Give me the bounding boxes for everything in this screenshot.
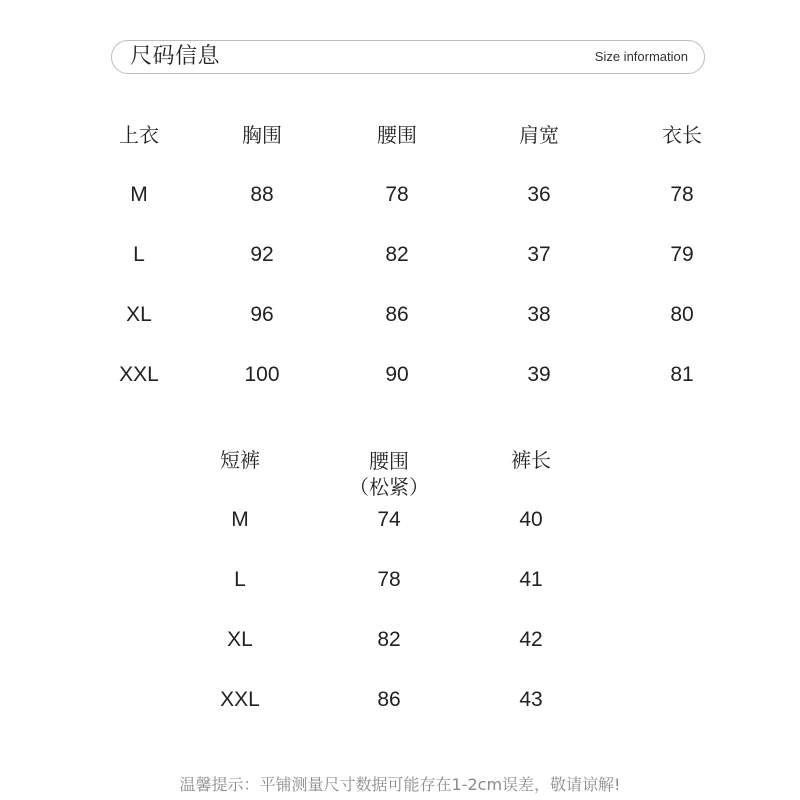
tops-chest-value: 100: [244, 363, 280, 386]
shorts-size-label: L: [234, 568, 246, 591]
tops-header-length: 衣长: [662, 123, 702, 147]
shorts-length-value: 40: [519, 508, 543, 531]
tops-header-chest: 胸围: [242, 123, 282, 147]
shorts-header-waist: [349, 448, 429, 500]
tops-shoulder-value: 39: [527, 363, 551, 386]
tops-waist-value: 82: [385, 243, 409, 266]
measurement-note: 温馨提示：平铺测量尺寸数据可能存在1-2cm误差，敬请谅解!: [179, 775, 621, 794]
shorts-length-value: 43: [519, 688, 543, 711]
tops-shoulder-value: 37: [527, 243, 551, 266]
tops-header-garment: 上衣: [119, 123, 159, 147]
tops-header-shoulder: 肩宽: [519, 123, 559, 147]
tops-header-waist: 腰围: [377, 123, 417, 147]
shorts-waist-value: 86: [377, 688, 401, 711]
shorts-length-value: 42: [519, 628, 543, 651]
shorts-header-length: 裤长: [511, 448, 551, 472]
tops-chest-value: 88: [250, 183, 274, 206]
shorts-length-value: 41: [519, 568, 543, 591]
tops-length-value: 78: [670, 183, 694, 206]
tops-waist-value: 86: [385, 303, 409, 326]
tops-length-value: 81: [670, 363, 694, 386]
size-info-header: [111, 40, 705, 74]
tops-chest-value: 96: [250, 303, 274, 326]
shorts-header-waist-label: 腰围: [369, 449, 409, 473]
tops-shoulder-value: 38: [527, 303, 551, 326]
shorts-waist-value: 78: [377, 568, 401, 591]
page-subtitle: Size information: [594, 49, 688, 64]
shorts-header-waist-note: （松紧）: [349, 475, 429, 499]
shorts-header-garment: 短裤: [220, 448, 260, 472]
shorts-size-label: XXL: [220, 688, 260, 711]
shorts-waist-value: 74: [377, 508, 401, 531]
tops-waist-value: 78: [385, 183, 409, 206]
tops-size-label: XXL: [119, 363, 159, 386]
tops-length-value: 80: [670, 303, 694, 326]
tops-size-label: XL: [126, 303, 152, 326]
page-title: 尺码信息: [130, 44, 221, 69]
shorts-waist-value: 82: [377, 628, 401, 651]
shorts-size-label: M: [231, 508, 249, 531]
shorts-size-label: XL: [227, 628, 253, 651]
tops-waist-value: 90: [385, 363, 409, 386]
tops-size-label: L: [133, 243, 145, 266]
tops-length-value: 79: [670, 243, 694, 266]
tops-shoulder-value: 36: [527, 183, 551, 206]
tops-chest-value: 92: [250, 243, 274, 266]
tops-size-label: M: [130, 183, 148, 206]
